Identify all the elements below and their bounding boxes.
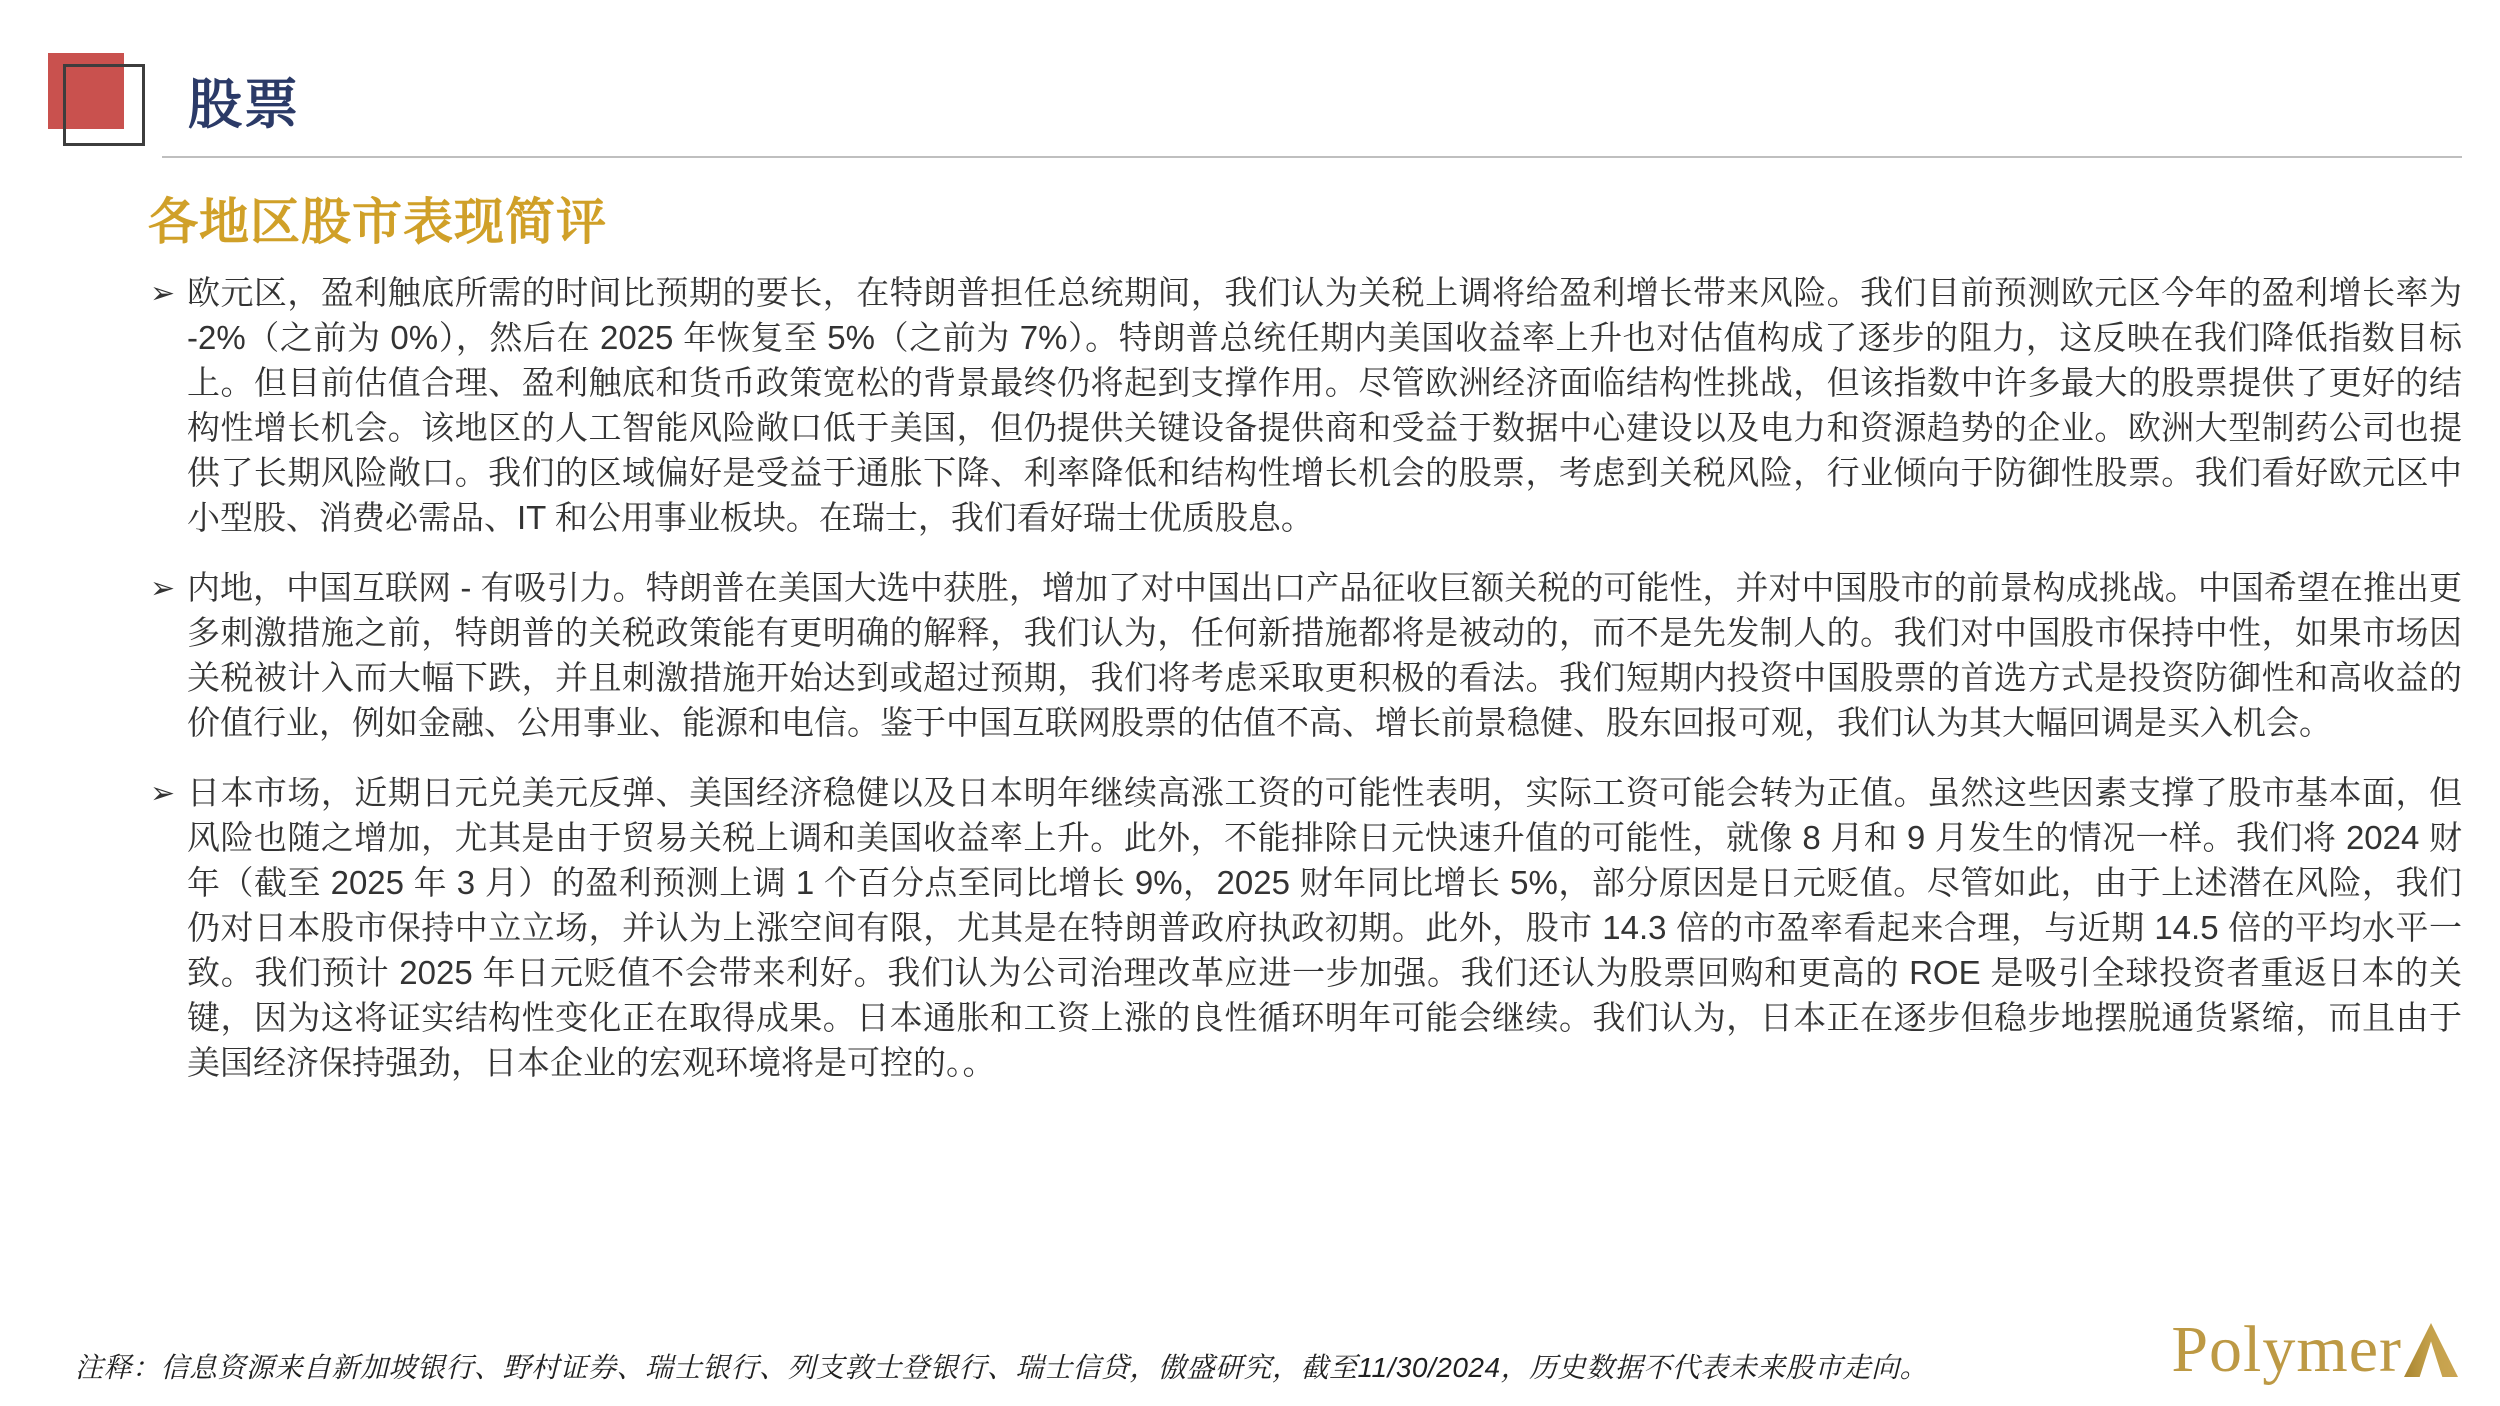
footnote: 注释：信息资源来自新加坡银行、野村证券、瑞士银行、列支敦士登银行、瑞士信贷，傲盛研究，截至11/30/2024，历史数据不代表未来股市走向。 (75, 1352, 1929, 1383)
bullet-arrow-icon: ➢ (150, 777, 176, 810)
bullet-paragraph-china (150, 565, 2462, 745)
paragraph-text-eurozone: 欧元区，盈利触底所需的时间比预期的要长，在特朗普担任总统期间，我们认为关税上调将给盈利增长带来风险。我们目前预测欧元区今年的盈利增长率为 -2%（之前为 0%），然后在 2025 年恢复至 5%（之前为 7%）。特朗普总统任期内美国收益率上升也对估值构成了逐步的阻力，这反映在我们降低指数目标上。但目前估值合理、盈利触底和货币政策宽松的背景最终仍将起到支撑作用。尽管欧洲经济面临结构性挑战，但该指数中许多最大的股票提供了更好的结构性增长机会。该地区的人工智能风险敞口低于美国，但仍提供关键设备提供商和受益于数据中心建设以及电力和资源趋势的企业。欧洲大型制药公司也提供了长期风险敞口。我们的区域偏好是受益于通胀下降、利率降低和结构性增长机会的股票，考虑到关税风险，行业倾向于防御性股票。我们看好欧元区中小型股、消费必需品、IT 和公用事业板块。在瑞士，我们看好瑞士优质股息。 (187, 274, 2462, 536)
bullet-paragraph-eurozone (150, 270, 2462, 540)
section-heading: 各地区股市表现简评 (148, 194, 607, 250)
decor-outline-square (63, 64, 145, 146)
bullet-arrow-icon: ➢ (150, 572, 176, 605)
bullet-paragraph-japan (150, 770, 2462, 1085)
header-divider (162, 156, 2462, 158)
paragraph-text-china: 内地，中国互联网 - 有吸引力。特朗普在美国大选中获胜，增加了对中国出口产品征收巨额关税的可能性，并对中国股市的前景构成挑战。中国希望在推出更多刺激措施之前，特朗普的关税政策能有更明确的解释，我们认为，任何新措施都将是被动的，而不是先发制人的。我们对中国股市保持中性，如果市场因关税被计入而大幅下跌，并且刺激措施开始达到或超过预期，我们将考虑采取更积极的看法。我们短期内投资中国股票的首选方式是投资防御性和高收益的价值行业，例如金融、公用事业、能源和电信。鉴于中国互联网股票的估值不高、增长前景稳健、股东回报可观，我们认为其大幅回调是买入机会。 (187, 569, 2462, 741)
bullet-arrow-icon: ➢ (150, 277, 176, 310)
polymer-logo (2171, 1313, 2458, 1386)
paragraph-text-japan: 日本市场，近期日元兑美元反弹、美国经济稳健以及日本明年继续高涨工资的可能性表明，实际工资可能会转为正值。虽然这些因素支撑了股市基本面，但风险也随之增加，尤其是由于贸易关税上调和美国收益率上升。此外，不能排除日元快速升值的可能性，就像 8 月和 9 月发生的情况一样。我们将 2024 财年（截至 2025 年 3 月）的盈利预测上调 1 个百分点至同比增长 9%，2025 财年同比增长 5%，部分原因是日元贬值。尽管如此，由于上述潜在风险，我们仍对日本股市保持中立立场，并认为上涨空间有限，尤其是在特朗普政府执政初期。此外，股市 14.3 倍的市盈率看起来合理，与近期 14.5 倍的平均水平一致。我们预计 2025 年日元贬值不会带来利好。我们认为公司治理改革应进一步加强。我们还认为股票回购和更高的 ROE 是吸引全球投资者重返日本的关键，因为这将证实结构性变化正在取得成果。日本通胀和工资上涨的良性循环明年可能会继续。我们认为，日本正在逐步但稳步地摆脱通货紧缩，而且由于美国经济保持强劲，日本企业的宏观环境将是可控的。。 (187, 774, 2462, 1081)
page-title: 股票 (188, 75, 300, 135)
content-area (150, 270, 2462, 1110)
polymer-logo-triangle-icon (2404, 1320, 2458, 1380)
polymer-logo-text: Polymer (2171, 1313, 2402, 1386)
